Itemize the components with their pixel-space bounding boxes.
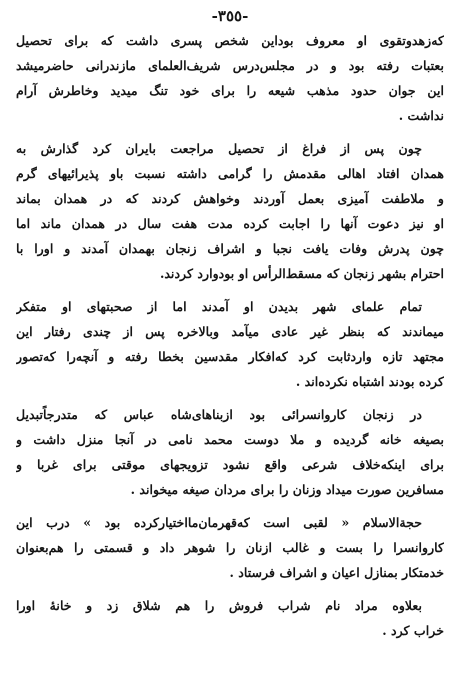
paragraph [16,593,444,643]
text-line: همدان افتاد اهالی مقدمش را گرامی داشته نسبت باو پذیرائیهای گرم [16,166,444,181]
text-line: تمام علمای شهر بدیدن او آمدند اما از صحبتهای او متفکر [16,299,422,314]
text-line: حجة‌الاسلام « لقبی است که‌قهرمان‌ما‌اختیارکرده بود » درب این [16,515,422,530]
text-line: و ملاطفت آمیزی بعمل آوردند وخواهش کردند که در همدان بماند [16,191,444,206]
text-line: چون پدرش وفات یافت نجبا و اشراف زنجان بهمدان آمدند و اورا با [16,241,444,256]
text-line: برای اینکه‌خلاف شرعی واقع نشود تزویجهای موقتی برای غربا و [16,457,444,472]
page-number: -٣٥٥- [211,7,249,25]
text-line: نداشت . [398,108,444,123]
text-line: کاروانسرا را بست و غالب ازنان را شوهر داد و قسمتی را هم‌بعنوان [16,540,444,555]
text-line: او نیز دعوت آنها را اجابت کرده مدت هفت سال در همدان ماند اما [16,216,444,231]
text-line: این جوان حدود مذهب شیعه را برای خود تنگ میدید وخاطرش آرام [16,83,444,98]
body-text [16,28,444,643]
text-line: مسافرین صورت میداد وزنان را برای مردان صیغه میخواند . [130,482,444,497]
text-line: مجتهد تازه واردثابت کرد که‌افکار مقدسین بخطا رفته و آنچه‌را که‌تصور [16,349,444,364]
text-line: بصیغه خانه گردیده و ملا دوست محمد نامی در آنجا منزل داشت و [16,432,444,447]
text-line: بعلاوه مراد نام شراب فروش را هم شلاق زد و خانهٔ اورا [16,598,422,613]
paragraph [16,28,444,128]
paragraph [16,294,444,394]
text-line: در زنجان کاروانسرائی بود ازبناهای‌شاه عباس که متدرجاً‌تبدیل [16,407,422,422]
text-line: خدمتکار بمنازل اعیان و اشراف فرستاد . [229,565,444,580]
paragraph [16,402,444,502]
text-line: بعتبات رفته بود و در مجلس‌درس شریف‌العلمای مازندرانی حاضرمیشد [16,58,444,73]
text-line: چون پس از فراغ از تحصیل مراجعت بایران کرد گذارش به [16,141,422,156]
text-line: کرده بودند اشتباه نکرده‌اند . [295,374,444,389]
text-line: احترام بشهر زنجان که مسقط‌الرأس او بودوارد کردند. [159,266,444,281]
text-line: میماندند که بنظر غیر عادی میآمد وبالاخره پس از چندی رفتار این [16,324,444,339]
paragraph [16,510,444,585]
text-line: که‌زهدوتقوی او معروف بوداین شخص پسری داشت که برای تحصیل [16,33,444,48]
paragraph [16,136,444,286]
text-line: خراب کرد . [382,623,444,638]
